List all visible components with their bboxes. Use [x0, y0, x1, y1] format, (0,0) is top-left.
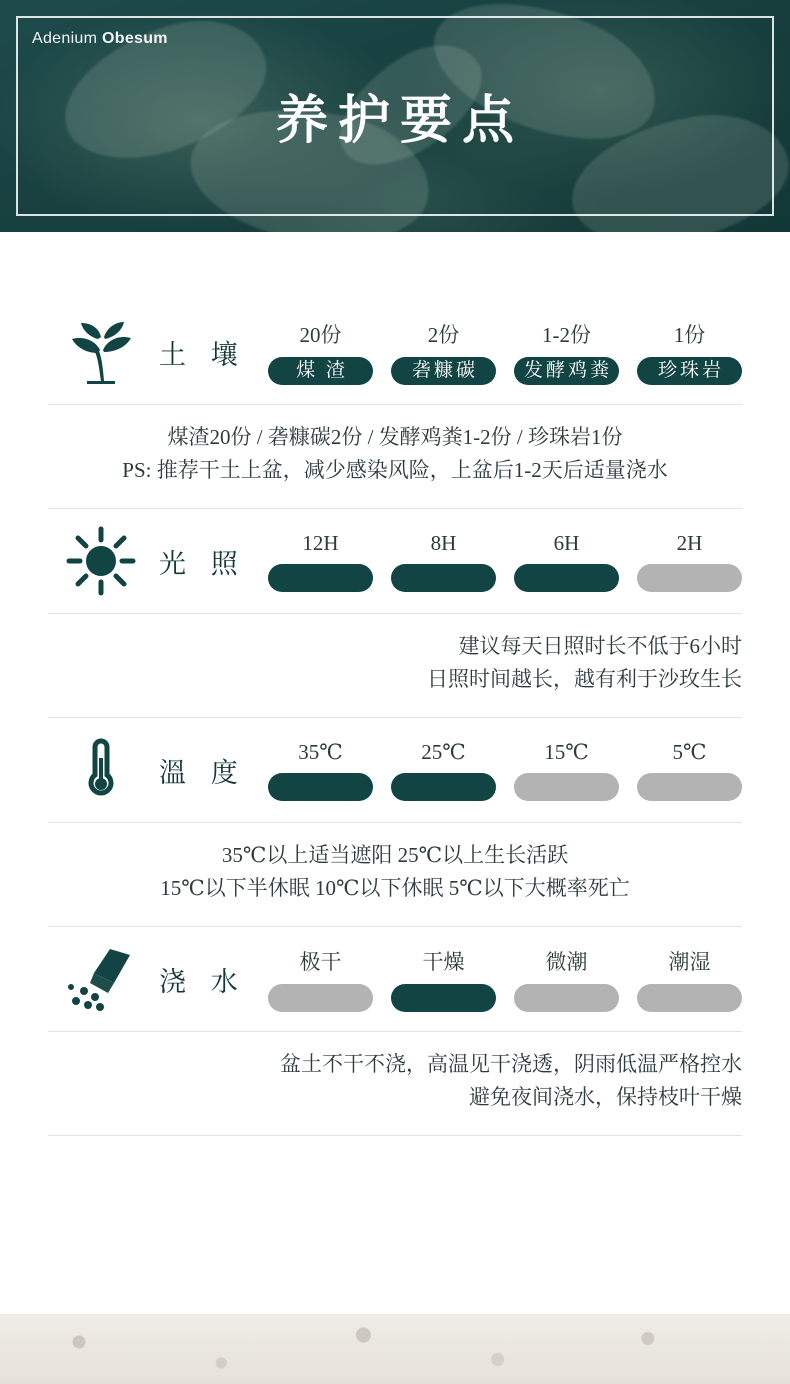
bar-pill: 珍珠岩	[637, 357, 742, 385]
bar-caption: 12H	[302, 530, 339, 555]
bar-pill	[514, 984, 619, 1012]
bar-item[interactable]	[637, 531, 742, 592]
note-line: 建议每天日照时长不低于6小时	[458, 634, 742, 659]
thermometer-icon	[48, 733, 153, 807]
brand-logo	[32, 30, 168, 48]
bar-item[interactable]	[514, 531, 619, 592]
bar-caption: 极干	[299, 950, 342, 975]
section-note-soil	[48, 405, 742, 508]
bar-item[interactable]	[637, 319, 742, 385]
bar-item[interactable]	[268, 946, 373, 1012]
section-row-soil	[48, 300, 742, 404]
section-note-light	[48, 614, 742, 717]
bar-pill	[514, 773, 619, 801]
bar-group-watering	[268, 946, 742, 1012]
section-note-watering	[48, 1032, 742, 1135]
brand-bold: Obesum	[102, 30, 168, 47]
bar-caption: 潮湿	[668, 950, 711, 975]
bar-pill: 砻糠碳	[391, 357, 496, 385]
note-line: 15℃以下半休眠 10℃以下休眠 5℃以下大概率死亡	[160, 875, 630, 900]
bar-caption: 20份	[299, 323, 342, 347]
note-line: 日照时间越长，越有利于沙玫生长	[427, 666, 742, 691]
bar-item[interactable]	[637, 740, 742, 801]
bar-caption: 2份	[427, 323, 460, 347]
bar-caption: 1-2份	[542, 323, 591, 347]
bar-pill	[637, 773, 742, 801]
brand-prefix: Adenium	[32, 30, 102, 47]
bar-caption: 5℃	[672, 739, 707, 764]
bar-caption: 35℃	[298, 739, 343, 764]
bar-caption: 1份	[673, 323, 706, 347]
bar-item[interactable]	[514, 946, 619, 1012]
bar-item[interactable]	[268, 531, 373, 592]
section-note-temperature	[48, 823, 742, 926]
bar-pill	[268, 773, 373, 801]
bar-group-soil	[268, 319, 742, 385]
seedling-icon	[48, 319, 153, 385]
bar-item[interactable]	[514, 740, 619, 801]
bar-caption: 25℃	[421, 739, 466, 764]
section-row-temperature	[48, 718, 742, 822]
bar-pill	[391, 984, 496, 1012]
note-line: 煤渣20份 / 砻糠碳2份 / 发酵鸡粪1-2份 / 珍珠岩1份	[167, 425, 623, 449]
section-label-soil: 土 壤	[159, 339, 247, 370]
bar-item[interactable]	[637, 946, 742, 1012]
bar-item[interactable]	[268, 740, 373, 801]
section-label-light: 光 照	[159, 548, 247, 579]
bar-pill	[391, 564, 496, 592]
section-row-watering	[48, 927, 742, 1031]
hero-banner	[0, 0, 790, 232]
bar-item[interactable]	[268, 319, 373, 385]
bar-caption: 微潮	[545, 950, 588, 975]
note-line: 避免夜间浇水，保持枝叶干燥	[469, 1084, 742, 1109]
bar-item[interactable]	[391, 319, 496, 385]
bar-pill: 煤 渣	[268, 357, 373, 385]
bar-group-temperature	[268, 740, 742, 801]
bar-item[interactable]	[391, 946, 496, 1012]
bar-pill	[268, 564, 373, 592]
note-line: 盆土不干不浇，高温见干浇透，阴雨低温严格控水	[280, 1052, 742, 1077]
bar-caption: 6H	[553, 530, 580, 555]
bar-pill	[268, 984, 373, 1012]
bar-item[interactable]	[514, 319, 619, 385]
bar-caption: 2H	[676, 530, 703, 555]
bar-pill	[637, 564, 742, 592]
bar-group-light	[268, 531, 742, 592]
section-row-light	[48, 509, 742, 613]
bar-caption: 15℃	[544, 739, 589, 764]
bar-pill	[514, 564, 619, 592]
bar-item[interactable]	[391, 740, 496, 801]
bar-pill	[391, 773, 496, 801]
page-title: 养护要点	[275, 93, 524, 150]
watering-can-icon	[48, 943, 153, 1015]
bar-item[interactable]	[391, 531, 496, 592]
bar-pill	[637, 984, 742, 1012]
note-line: 35℃以上适当遮阳 25℃以上生长活跃	[221, 843, 569, 868]
section-label-watering: 浇 水	[159, 966, 247, 997]
bar-pill: 发酵鸡粪	[514, 357, 619, 385]
section-label-temperature: 溫 度	[159, 757, 247, 788]
footer-texture	[0, 1314, 790, 1384]
care-guide-body	[0, 232, 790, 1136]
note-line: PS: 推荐干土上盆，减少感染风险，上盆后1-2天后适量浇水	[122, 457, 668, 482]
divider	[48, 1135, 742, 1136]
sun-icon	[48, 526, 153, 596]
bar-caption: 8H	[430, 530, 457, 555]
bar-caption: 干燥	[422, 950, 465, 975]
